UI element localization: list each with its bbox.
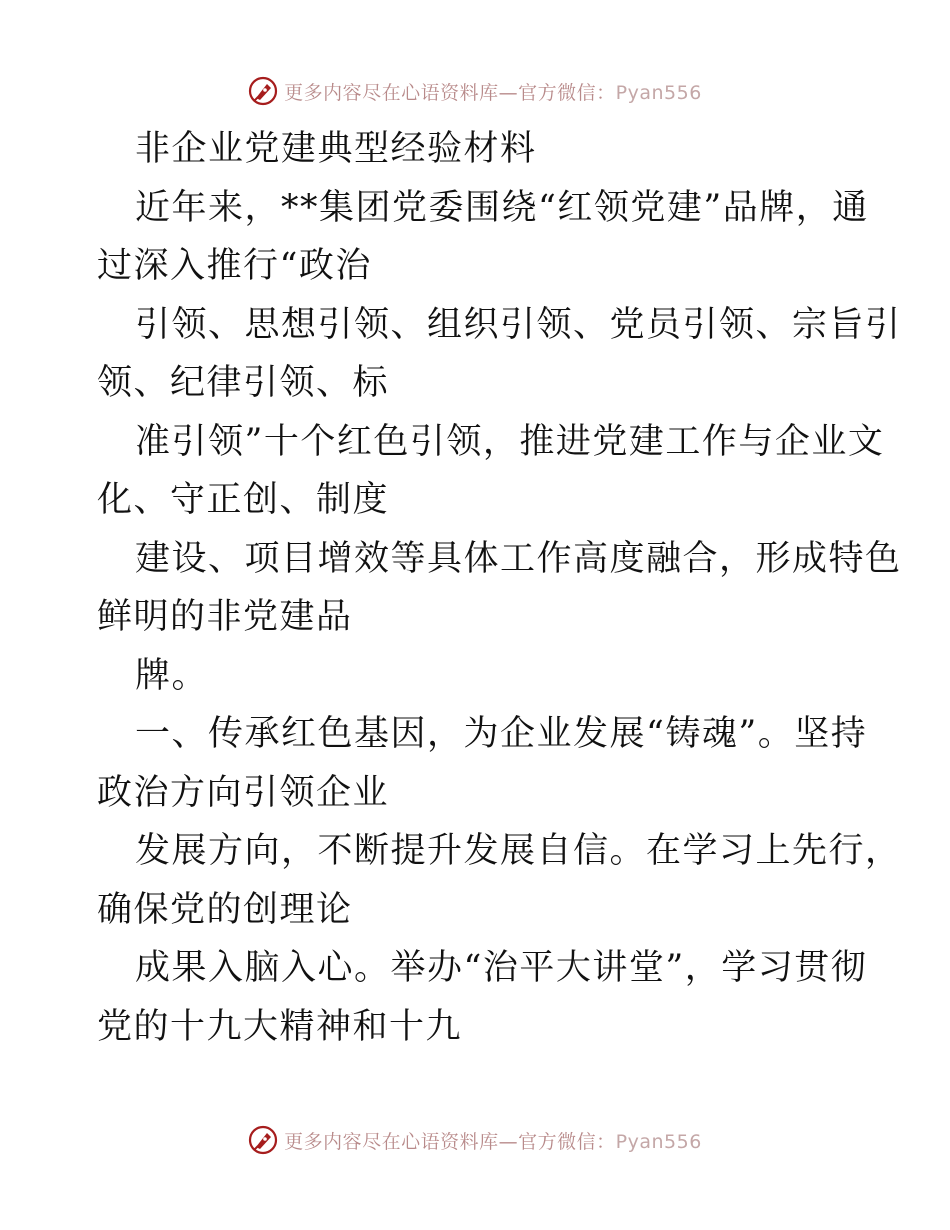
pen-nib-logo-icon xyxy=(248,1125,278,1155)
paragraph-line: 牌。 xyxy=(135,655,209,696)
section-heading-line: 一、传承红色基因，为企业发展“铸魂”。坚持 政治方向引领企业 xyxy=(97,714,868,813)
paragraph-line: 近年来，**集团党委围绕“红领党建”品牌，通 过深入推行“政治 xyxy=(97,187,869,286)
paragraph-line: 发展方向，不断提升发展自信。在学习上先行， 确保党的创理论 xyxy=(97,831,902,930)
header-watermark xyxy=(0,71,950,111)
paragraph-line: 成果入脑入心。举办“治平大讲堂”，学习贯彻 党的十九大精神和十九 xyxy=(97,948,868,1047)
paragraph-line: 建设、项目增效等具体工作高度融合，形成特色 鲜明的非党建品 xyxy=(97,538,902,637)
watermark-group xyxy=(248,76,702,106)
paragraph-line: 引领、思想引领、组织引领、党员引领、宗旨引 领、纪律引领、标 xyxy=(97,304,902,403)
document-body xyxy=(97,120,902,1056)
footer-watermark xyxy=(0,1120,950,1160)
watermark-wechat-id: Pyan556 xyxy=(615,1130,702,1153)
pen-nib-logo-icon xyxy=(248,76,278,106)
watermark-wechat-id: Pyan556 xyxy=(615,81,702,104)
document-title: 非企业党建典型经验材料 xyxy=(135,129,537,169)
paragraph-line: 准引领”十个红色引领，推进党建工作与企业文 化、守正创、制度 xyxy=(97,421,885,520)
watermark-text: 更多内容尽在心语资料库—官方微信：Pyan556 xyxy=(284,1130,702,1153)
watermark-text: 更多内容尽在心语资料库—官方微信：Pyan556 xyxy=(284,81,702,104)
watermark-group xyxy=(248,1125,702,1155)
